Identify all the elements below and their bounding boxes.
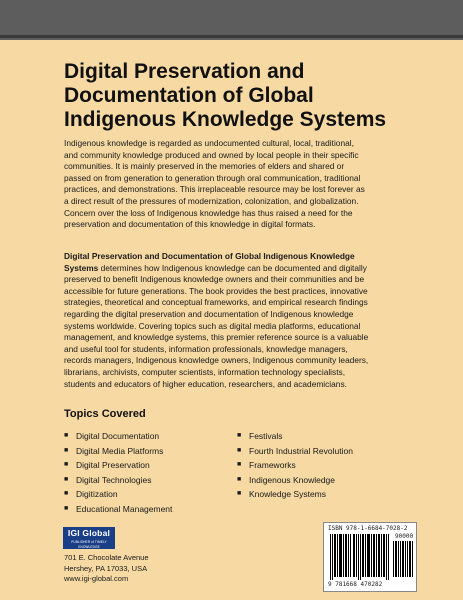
topics-list-left [64,429,172,517]
topic-label: Fourth Industrial Revolution [249,445,353,456]
text-line: a direct result of the pressures of modernization, colonization, and globalization. [64,195,359,206]
text-line: management, and knowledge systems, this premier reference source is a valuable [64,332,369,343]
bullet-icon: ■ [64,490,69,498]
topic-label: Digital Media Platforms [76,445,164,456]
text-line: passed on from generation to generation through oral communication, traditional [64,172,361,183]
bullet-icon: ■ [64,475,69,483]
publisher-logo-name: IGI Global [67,528,111,538]
text-line-rest: determines how Indigenous knowledge can be documented and digitally [98,262,367,273]
description-paragraph-1 [64,138,404,231]
text-line: Indigenous knowledge is regarded as undocumented cultural, local, traditional, [64,138,354,148]
text-line: accessible for future generations. The book provides the best practices, innovative [64,285,368,296]
topic-item [64,458,172,473]
isbn-text: ISBN 978-1-6684-7028-2 [328,525,408,532]
topic-label: Knowledge Systems [249,489,327,500]
barcode-bars-icon [330,534,390,580]
bullet-icon: ■ [64,432,69,439]
bullet-icon: ■ [237,490,242,498]
isbn-barcode [323,522,417,592]
description-paragraph-2 [64,251,404,390]
text-line [64,263,404,275]
text-line: and community knowledge produced and owned by local people in their specific [64,149,359,160]
topic-label: Educational Management [76,503,173,514]
price-code: 90000 [395,533,414,540]
publisher-logo [63,527,115,549]
topic-label: Indigenous Knowledge [249,474,336,485]
text-line: practices, and demonstrations. This irreplaceable resource may be lost forever as [64,184,365,195]
topic-label: Festivals [249,431,283,441]
topic-item [237,458,353,473]
text-line: communities. It is mainly preserved in the memories of elders and shared or [64,161,345,172]
book-title-inline-end: Systems [64,262,99,273]
topic-item [64,429,172,444]
topic-label: Digital Technologies [76,474,152,485]
topics-heading: Topics Covered [64,408,146,420]
bullet-icon: ■ [64,504,69,512]
topic-label: Digitization [76,489,118,500]
topic-item [64,502,172,517]
text-line: Concern over the loss of Indigenous knowledge has thus raised a need for the [64,207,353,218]
topics-list-right [237,429,353,502]
publisher-logo-tagline: PUBLISHER of TIMELY KNOWLEDGE [71,540,107,549]
topic-label: Frameworks [249,460,296,471]
topic-item [237,473,353,488]
text-line: and useful tool for students, information professionals, knowledge managers, [64,343,348,354]
text-line: systems worldwide. Covering topics such as digital media platforms, educational [64,320,361,331]
text-line: regarding the digital preservation and documentation of Indigenous knowledge [64,308,354,319]
text-line: preserved to benefit Indigenous knowledge owners and their communities and be [64,274,365,285]
bullet-icon: ■ [237,475,242,483]
text-line: students and educators of higher education, researchers, and academicians. [64,378,347,389]
topic-item [237,429,353,444]
bullet-icon: ■ [64,446,69,454]
barcode-digits: 9 781668 470282 [328,581,383,588]
topic-item [64,487,172,502]
price-bars-icon [393,541,413,577]
top-band-stripe [0,35,463,38]
topic-label: Digital Preservation [76,460,150,471]
top-band [0,0,463,40]
bullet-icon: ■ [237,446,242,454]
bullet-icon: ■ [237,432,242,439]
address-line: 701 E. Chocolate Avenue [64,553,149,562]
text-line: records managers, Indigenous knowledge owners, Indigenous community leaders, [64,355,369,366]
topic-item [64,473,172,488]
bullet-icon: ■ [237,461,242,469]
book-title [64,60,404,132]
topic-item [237,444,353,459]
text-line: strategies, theoretical and conceptual frameworks, and empirical research findings [64,297,368,308]
bullet-icon: ■ [64,461,69,469]
text-line: preservation and documentation of this knowledge in digital formats. [64,219,316,230]
text-line: librarians, archivists, computer scientists, information technology specialists, [64,366,346,377]
title-line: Digital Preservation and [64,60,305,83]
topic-label: Digital Documentation [76,431,160,441]
address-line: www.igi-global.com [64,574,129,583]
topic-item [237,487,353,502]
book-title-inline: Digital Preservation and Documentation of Global Indigenous Knowledge [64,251,355,261]
publisher-address [64,553,149,585]
title-line: Documentation of Global [64,84,314,107]
address-line: Hershey, PA 17033, USA [64,563,148,573]
title-line: Indigenous Knowledge Systems [64,108,387,131]
topic-item [64,444,172,459]
